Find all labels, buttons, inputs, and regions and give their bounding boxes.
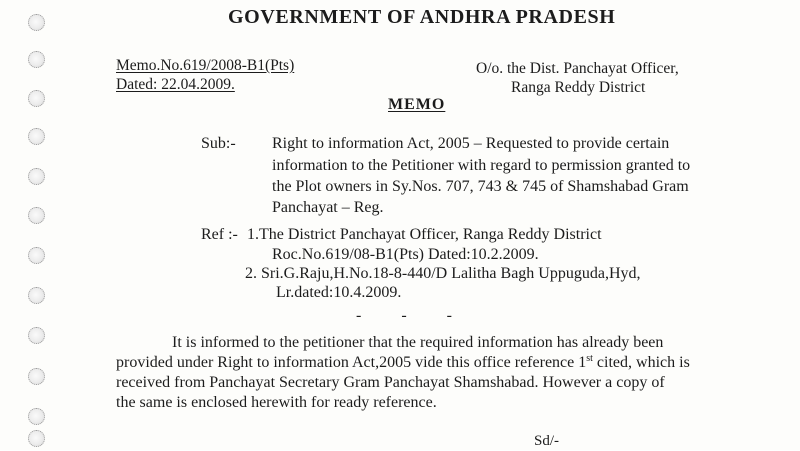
punch-hole — [28, 408, 45, 425]
government-title: GOVERNMENT OF ANDHRA PRADESH — [228, 6, 616, 28]
reference-label: Ref :- — [201, 226, 238, 243]
punch-hole — [28, 247, 45, 264]
punch-hole — [28, 128, 45, 145]
body-line-2-text: provided under Right to information Act,2005 vide this office reference 1 — [116, 354, 587, 371]
body-line-2 — [116, 353, 690, 372]
signature: Sd/- — [534, 433, 560, 449]
office-line-2: Ranga Reddy District — [511, 79, 646, 96]
reference-1-line-2: Roc.No.619/08-B1(Pts) Dated:10.2.2009. — [272, 246, 539, 263]
memo-number: Memo.No.619/2008-B1(Pts) — [116, 57, 295, 74]
punch-hole — [28, 168, 45, 185]
body-line-3: received from Panchayat Secretary Gram Panchayat Shamshabad. However a copy of — [116, 374, 665, 391]
punch-hole — [28, 207, 45, 224]
subject-label: Sub:- — [201, 135, 236, 152]
subject-line: Panchayat – Reg. — [272, 199, 384, 216]
body-line-4: the same is enclosed herewith for ready reference. — [116, 394, 437, 411]
body-line-2-rest: cited, which is — [592, 354, 690, 371]
punch-hole — [28, 14, 45, 31]
punch-hole — [28, 51, 45, 68]
office-line-1: O/o. the Dist. Panchayat Officer, — [476, 60, 679, 77]
memo-date: Dated: 22.04.2009. — [116, 76, 235, 93]
reference-2-line-2: Lr.dated:10.4.2009. — [276, 284, 402, 301]
punch-hole — [28, 327, 45, 344]
punch-hole — [28, 90, 45, 107]
body-line-1: It is informed to the petitioner that the required information has already been — [172, 334, 664, 351]
ordinal-suffix: st — [586, 353, 593, 364]
subject-line: the Plot owners in Sy.Nos. 707, 743 & 745 of Shamshabad Gram — [272, 178, 689, 195]
punch-hole — [28, 368, 45, 385]
punch-hole — [28, 430, 45, 447]
punch-hole — [28, 287, 45, 304]
memo-heading: MEMO — [388, 96, 446, 113]
subject-line: information to the Petitioner with regard to permission granted to — [272, 157, 691, 174]
reference-2-line-1: 2. Sri.G.Raju,H.No.18-8-440/D Lalitha Bagh Uppuguda,Hyd, — [245, 265, 641, 282]
subject-line: Right to information Act, 2005 – Requested to provide certain — [272, 135, 670, 152]
reference-1-line-1: 1.The District Panchayat Officer, Ranga Reddy District — [247, 226, 602, 243]
separator: - - - — [356, 307, 470, 324]
binding-holes — [28, 0, 52, 450]
